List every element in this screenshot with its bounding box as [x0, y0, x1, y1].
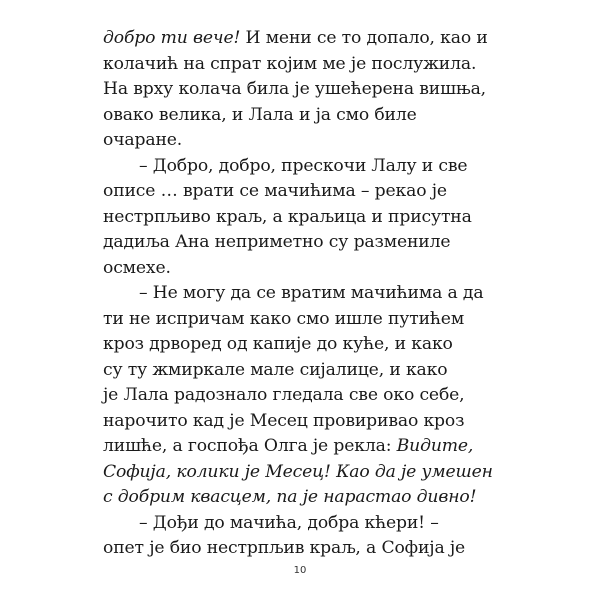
- text-line: [103, 281, 498, 307]
- text-line: [103, 409, 498, 435]
- text-line: [103, 154, 498, 180]
- text-run: дадиља Ана неприметно су размениле: [103, 232, 451, 252]
- text-run: – Дођи до мачића, добра кћери! –: [139, 512, 439, 533]
- text-run: ти не испричам како смо ишле путићем: [103, 308, 465, 329]
- text-run: овако велика, и Лала и ја смо биле: [103, 104, 417, 125]
- text-line: [103, 358, 498, 384]
- italic-text-run: добро ти вече!: [103, 28, 241, 48]
- text-line: [103, 179, 498, 205]
- text-run: кроз дрворед од капије до куће, и како: [103, 334, 453, 354]
- text-run: очаране.: [103, 130, 183, 150]
- text-line: [103, 307, 498, 333]
- text-run: описе … врати се мачићима – рекао је: [103, 181, 447, 201]
- text-run: И мени се то допало, као и: [240, 28, 488, 48]
- text-line: [103, 434, 498, 460]
- italic-text-run: с добрим квасцем, па је нарастао дивно!: [103, 487, 477, 507]
- text-run: осмехе.: [103, 257, 171, 278]
- text-line: [103, 103, 498, 129]
- text-line: [103, 536, 498, 562]
- text-line: [103, 52, 498, 78]
- text-line: [103, 383, 498, 409]
- text-run: опет је био нестрпљив краљ, а Софија је: [103, 538, 466, 558]
- text-line: [103, 77, 498, 103]
- text-run: су ту жмиркале мале сијалице, и како: [103, 359, 448, 380]
- text-line: [103, 26, 498, 52]
- text-line: [103, 230, 498, 256]
- page-number: 10: [293, 565, 307, 576]
- body-text: [103, 26, 498, 562]
- text-line: [103, 511, 498, 537]
- text-run: – Не могу да се вратим мачићима а да: [139, 283, 484, 303]
- text-line: [103, 128, 498, 154]
- text-line: [103, 460, 498, 486]
- text-line: [103, 332, 498, 358]
- italic-text-run: Софија, колики је Месец! Као да је умешен: [103, 461, 493, 482]
- text-line: [103, 485, 498, 511]
- italic-text-run: Видите,: [396, 436, 474, 456]
- text-line: [103, 256, 498, 282]
- text-run: лишће, а госпођа Олга је рекла:: [103, 436, 397, 456]
- text-run: – Добро, добро, прескочи Лалу и све: [139, 155, 468, 176]
- text-run: нестрпљиво краљ, а краљица и присутна: [103, 206, 472, 227]
- text-run: На врху колача била је ушећерена вишња,: [103, 79, 486, 99]
- text-run: нарочито кад је Месец провиривао кроз: [103, 410, 465, 431]
- text-run: колачић на спрат којим ме је послужила.: [103, 53, 477, 74]
- text-run: је Лала радознало гледала све око себе,: [103, 385, 465, 405]
- text-line: [103, 205, 498, 231]
